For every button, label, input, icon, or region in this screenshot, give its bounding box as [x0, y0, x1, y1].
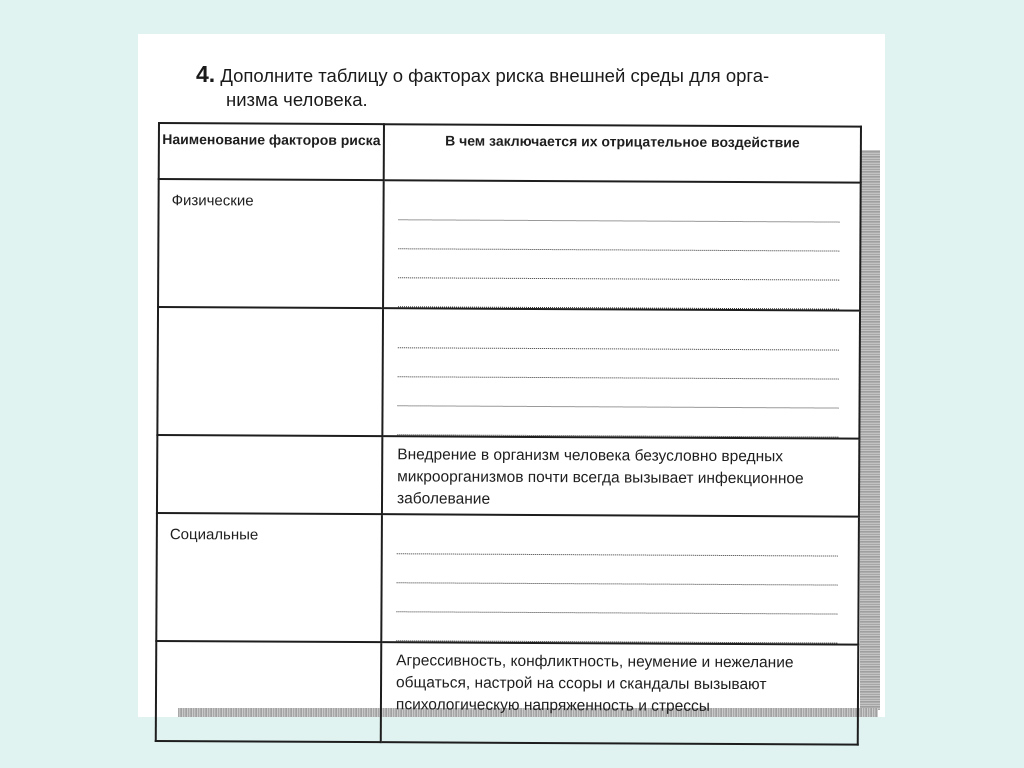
- factor-label: [157, 642, 380, 655]
- risk-factors-table: [155, 122, 862, 746]
- table-row-biological: [157, 435, 859, 517]
- dotted-answer-lines: [382, 515, 858, 643]
- dotted-answer-lines: [384, 181, 860, 309]
- answer-cell[interactable]: [383, 180, 861, 310]
- table-header-row: [159, 123, 861, 183]
- factor-cell[interactable]: [157, 307, 383, 436]
- factor-cell[interactable]: [158, 179, 384, 308]
- answer-cell[interactable]: [382, 308, 860, 438]
- factor-cell[interactable]: [156, 641, 382, 742]
- factor-label: Физические: [171, 192, 254, 210]
- header-negative-effect: В чем заключается их отрицательное воздействие: [384, 124, 861, 182]
- task-instruction: [196, 62, 856, 112]
- description-cell: [382, 436, 859, 516]
- task-text-line2: низма человека.: [226, 89, 368, 110]
- task-number: 4.: [196, 61, 216, 87]
- factor-cell[interactable]: [157, 435, 382, 514]
- task-text-line1: Дополните таблицу о факторах риска внешней среды для орга-: [220, 65, 770, 86]
- table-row-physical: [158, 179, 861, 311]
- description-cell: [381, 642, 859, 744]
- table-row-psychological: [156, 641, 859, 745]
- factor-label: [158, 436, 381, 449]
- factor-label: [159, 308, 382, 321]
- dotted-answer-lines: [383, 309, 859, 437]
- table-row-blank: [157, 307, 860, 439]
- header-factor-name: Наименование факторов риска: [159, 123, 384, 180]
- factor-cell[interactable]: [156, 513, 382, 642]
- table-row-social: [156, 513, 859, 645]
- factor-label: Социальные: [169, 526, 259, 544]
- scan-shadow-right: [860, 150, 880, 710]
- answer-cell[interactable]: [381, 514, 859, 644]
- factor-description: Агрессивность, конфликтность, неумение и нежелание общаться, настрой на ссоры и скандалы вызывают психологическую напряженность и стрессы: [395, 652, 794, 715]
- factor-description: Внедрение в организм человека безусловно вредных микроорганизмов почти всегда вызывает инфекционное заболевание: [396, 446, 804, 508]
